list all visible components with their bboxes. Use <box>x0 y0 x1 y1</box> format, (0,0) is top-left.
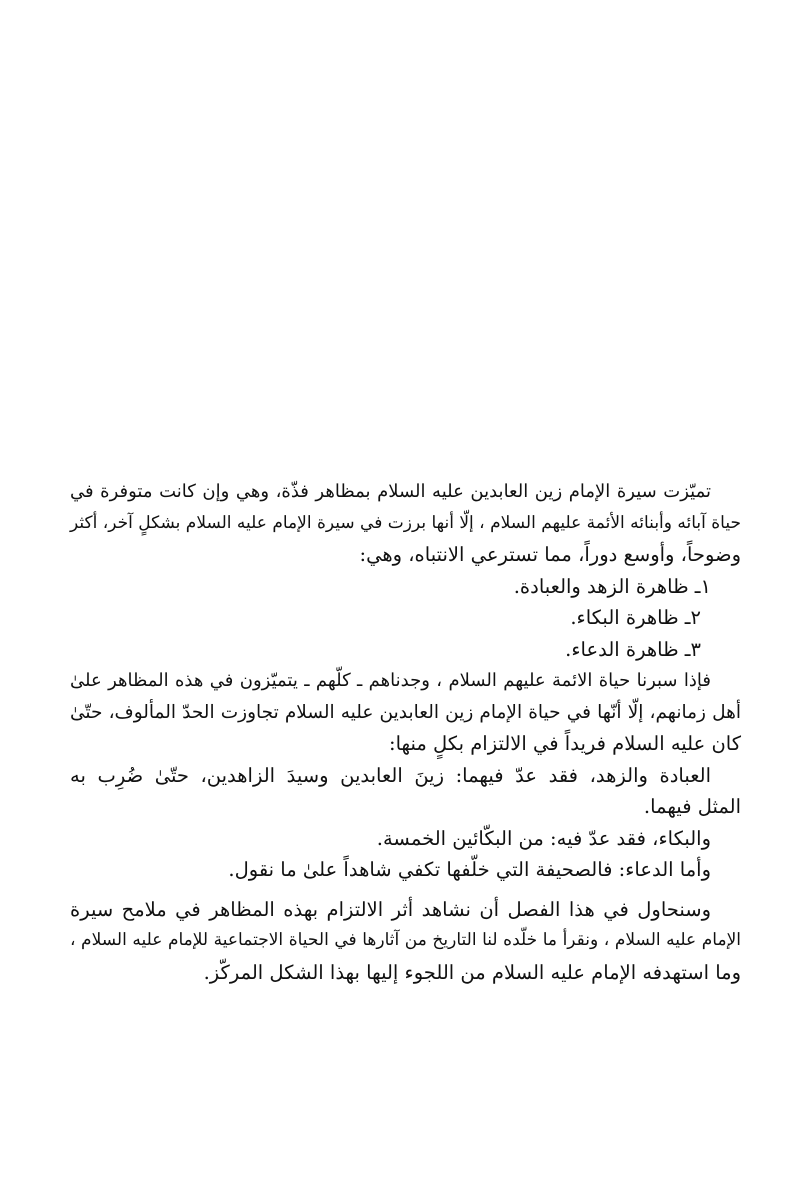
paragraph-chapter-line-3: وما استهدفه الإمام عليه السلام من اللجوء إليها بهذا الشكل المركّز. <box>203 960 741 984</box>
paragraph-intro-line-3: وضوحاً، وأوسع دوراً، مما تسترعي الانتباه، وهي: <box>359 543 741 566</box>
paragraph-intro-line-2: حياة آبائه وأبنائه الأئمة عليهم السلام ، إلّا أنها برزت في سيرة الإمام عليه السلام بشكلٍ آخر، أكثر <box>70 512 741 533</box>
paragraph-worship-line-1: العبادة والزهد، فقد عدّ فيهما: زينَ العابدين وسيدَ الزاهدين، حتّىٰ ضُرِب به <box>70 763 711 787</box>
paragraph-imams-line-1: فإذا سبرنا حياة الائمة عليهم السلام ، وجدناهم ـ كلّهم ـ يتميّزون في هذه المظاهر علىٰ <box>70 670 711 691</box>
paragraph-chapter-line-1: وسنحاول في هذا الفصل أن نشاهد أثر الالتزام بهذه المظاهر في ملامح سيرة <box>70 897 711 921</box>
list-item-dua: ٣ـ ظاهرة الدعاء. <box>565 637 701 661</box>
paragraph-supplication: وأما الدعاء: فالصحيفة التي خلّفها تكفي شاهداً علىٰ ما نقول. <box>228 858 711 881</box>
page-text <box>70 476 741 988</box>
paragraph-intro-line-1: تميّزت سيرة الإمام زين العابدين عليه السلام بمظاهر فذّة، وهي وإن كانت متوفرة في <box>70 481 711 502</box>
paragraph-imams-line-3: كان عليه السلام فريداً في الالتزام بكلٍ منها: <box>389 732 741 755</box>
paragraph-imams-line-2: أهل زمانهم، إلّا أنّها في حياة الإمام زين العابدين عليه السلام تجاوزت الحدّ المألوف، حتّىٰ <box>70 701 741 723</box>
paragraph-weeping: والبكاء، فقد عدّ فيه: من البكّائين الخمسة. <box>376 826 711 850</box>
list-item-zuhd: ١ـ ظاهرة الزهد والعبادة. <box>513 574 711 598</box>
paragraph-worship-line-2: المثل فيهما. <box>643 795 741 818</box>
list-item-buka: ٢ـ ظاهرة البكاء. <box>570 606 701 629</box>
paragraph-chapter-line-2: الإمام عليه السلام ، ونقرأ ما خلّده لنا التاريخ من آثارها في الحياة الاجتماعية للإمام عليه السلام ، <box>70 930 741 950</box>
